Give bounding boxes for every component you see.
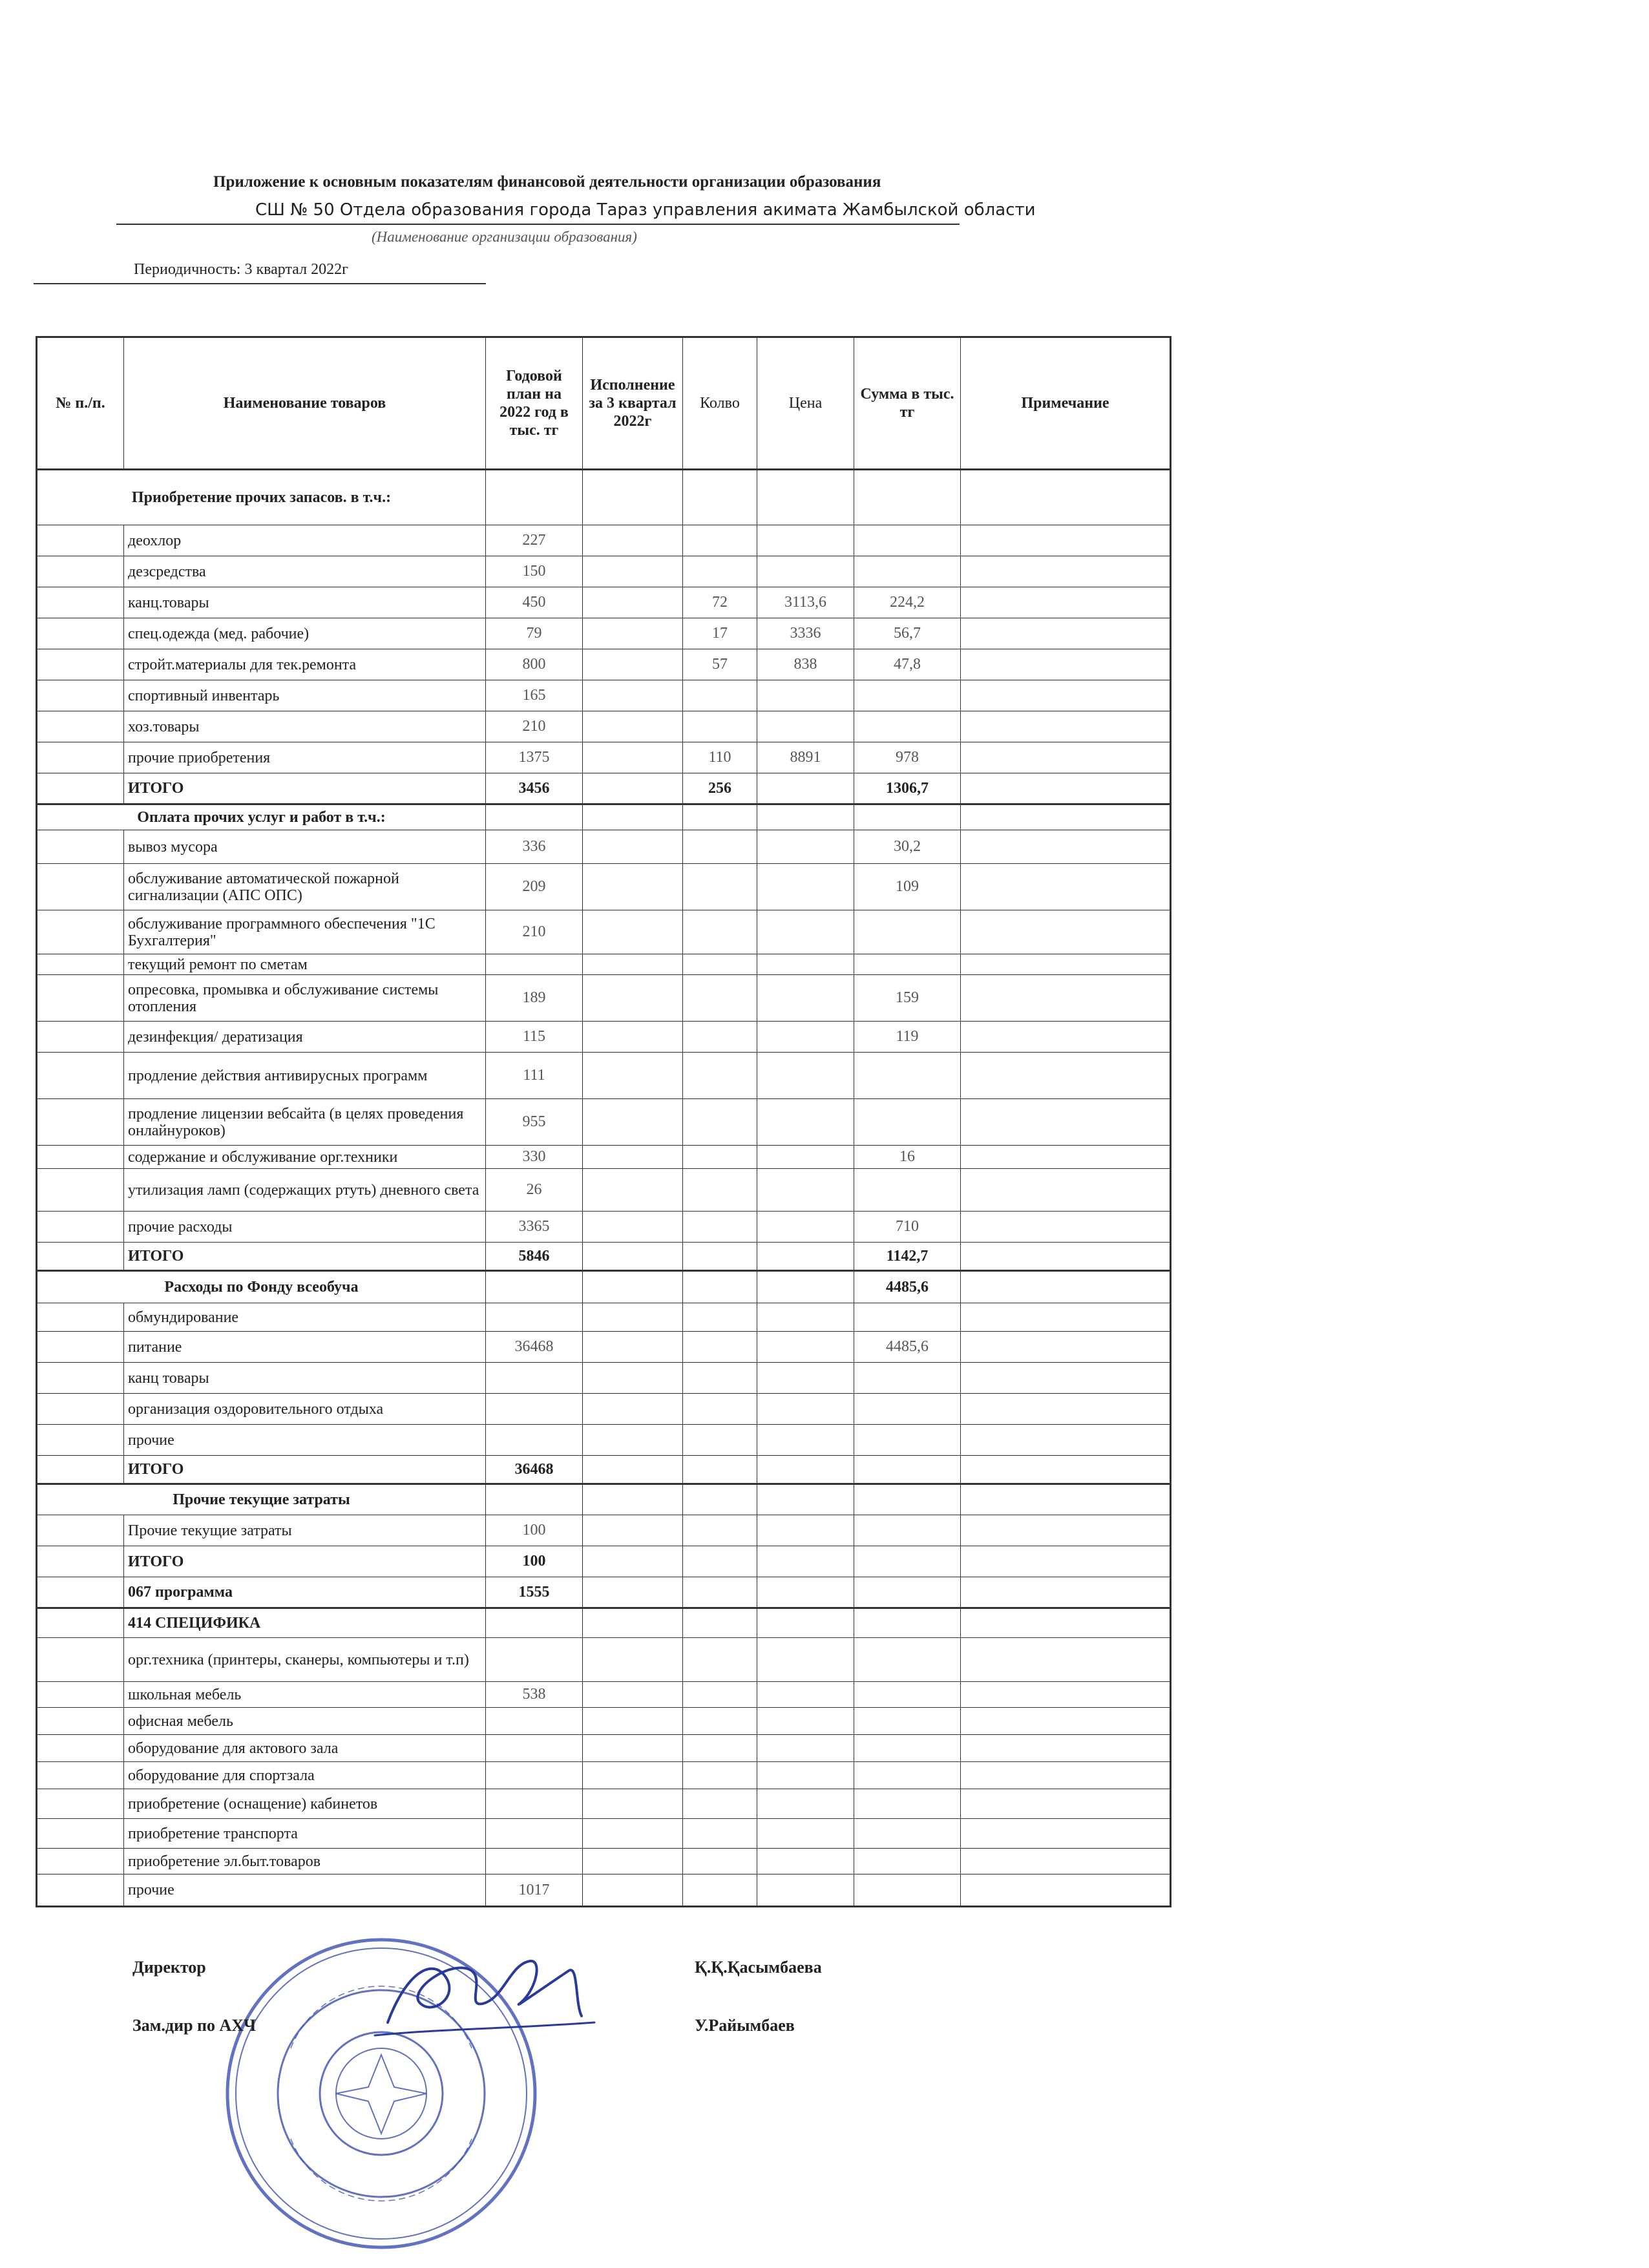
section-title-row xyxy=(37,470,1171,525)
section-title: Прочие текущие затраты xyxy=(37,1484,486,1515)
section-title: Оплата прочих услуг и работ в т.ч.: xyxy=(37,804,486,830)
director-name: Қ.Қ.Қасымбаева xyxy=(695,1958,822,1977)
col-qty-header: Колво xyxy=(683,337,757,470)
organization-name: СШ № 50 Отдела образования города Тараз управления акимата Жамбылской области xyxy=(255,200,1036,220)
table-row: обмундирование xyxy=(37,1303,1171,1332)
table-row: приобретение (оснащение) кабинетов xyxy=(37,1789,1171,1819)
table-row: канц.товары 450 72 3113,6 224,2 xyxy=(37,587,1171,618)
director-title: Директор xyxy=(132,1958,206,1977)
financial-table xyxy=(36,336,1171,1907)
col-note-header: Примечание xyxy=(961,337,1171,470)
organization-caption: (Наименование организации образования) xyxy=(372,229,637,245)
col-plan-header: Годовой план на 2022 год в тыс. тг xyxy=(486,337,583,470)
col-sum-header: Сумма в тыс. тг xyxy=(854,337,961,470)
table-row: утилизация ламп (содержащих ртуть) дневного света 26 xyxy=(37,1169,1171,1212)
table-row: текущий ремонт по сметам xyxy=(37,954,1171,975)
table-row: спец.одежда (мед. рабочие) 79 17 3336 56,7 xyxy=(37,618,1171,649)
table-row: продление действия антивирусных программ 111 xyxy=(37,1053,1171,1099)
table-row: деохлор 227 xyxy=(37,525,1171,556)
table-row: прочие приобретения 1375 110 8891 978 xyxy=(37,742,1171,773)
col-exec-header: Исполнение за 3 квартал 2022г xyxy=(583,337,683,470)
row-name: деохлор xyxy=(124,525,486,556)
section-title: Расходы по Фонду всеобуча xyxy=(37,1271,486,1303)
total-row: ИТОГО 36468 xyxy=(37,1456,1171,1484)
section-title-row xyxy=(37,1484,1171,1515)
table-row: канц товары xyxy=(37,1363,1171,1394)
table-row: хоз.товары 210 xyxy=(37,711,1171,742)
table-row: Прочие текущие затраты 100 xyxy=(37,1515,1171,1546)
table-row: спортивный инвентарь 165 xyxy=(37,680,1171,711)
total-row: ИТОГО 5846 1142,7 xyxy=(37,1243,1171,1271)
table-row: дезинфекция/ дератизация 115 119 xyxy=(37,1022,1171,1053)
row-name: дезсредства xyxy=(124,556,486,587)
table-row: оборудование для спортзала xyxy=(37,1762,1171,1789)
deputy-name: У.Райымбаев xyxy=(695,2016,795,2035)
col-price-header: Цена xyxy=(757,337,854,470)
row-name: хоз.товары xyxy=(124,711,486,742)
document-title: Приложение к основным показателям финансовой деятельности организации образования xyxy=(213,173,881,191)
table-row: дезсредства 150 xyxy=(37,556,1171,587)
row-name: спортивный инвентарь xyxy=(124,680,486,711)
row-name: канц.товары xyxy=(124,587,486,618)
table-row: школьная мебель 538 xyxy=(37,1682,1171,1708)
table-row: питание 36468 4485,6 xyxy=(37,1332,1171,1363)
section-title-row: 414 СПЕЦИФИКА xyxy=(37,1608,1171,1638)
table-row: продление лицензии вебсайта (в целях проведения онлайнуроков) 955 xyxy=(37,1099,1171,1146)
deputy-title: Зам.дир по АХЧ xyxy=(132,2016,257,2035)
col-name-header: Наименование товаров xyxy=(124,337,486,470)
section-title-row xyxy=(37,804,1171,830)
table-row: обслуживание программного обеспечения "1С Бухгалтерия" 210 xyxy=(37,910,1171,954)
table-row: орг.техника (принтеры, сканеры, компьютеры и т.п) xyxy=(37,1638,1171,1682)
periodicity-line xyxy=(34,258,486,284)
table-row: оборудование для актового зала xyxy=(37,1735,1171,1762)
table-row: стройт.материалы для тек.ремонта 800 57 838 47,8 xyxy=(37,649,1171,680)
row-name: прочие приобретения xyxy=(124,742,486,773)
table-row: содержание и обслуживание орг.техники 330 16 xyxy=(37,1146,1171,1169)
table-row: прочие расходы 3365 710 xyxy=(37,1212,1171,1243)
table-row: прочие xyxy=(37,1425,1171,1456)
row-name: спец.одежда (мед. рабочие) xyxy=(124,618,486,649)
program-row: 067 программа 1555 xyxy=(37,1577,1171,1608)
section-title: Приобретение прочих запасов. в т.ч.: xyxy=(37,470,486,525)
table-row: приобретение эл.быт.товаров xyxy=(37,1849,1171,1874)
periodicity: Периодичность: 3 квартал 2022г xyxy=(134,261,348,278)
table-header-row xyxy=(37,337,1171,470)
table-row: прочие 1017 xyxy=(37,1874,1171,1907)
total-row: ИТОГО 100 xyxy=(37,1546,1171,1577)
table-row: офисная мебель xyxy=(37,1708,1171,1735)
table-row: приобретение транспорта xyxy=(37,1819,1171,1849)
table-row: организация оздоровительного отдыха xyxy=(37,1394,1171,1425)
table-row: обслуживание автоматической пожарной сигнализации (АПС ОПС) 209 109 xyxy=(37,864,1171,910)
table-row: опресовка, промывка и обслуживание системы отопления 189 159 xyxy=(37,975,1171,1022)
table-row: вывоз мусора 336 30,2 xyxy=(37,830,1171,864)
row-name: стройт.материалы для тек.ремонта xyxy=(124,649,486,680)
signature-icon xyxy=(362,1932,607,2055)
section-title-row: Расходы по Фонду всеобуча 4485,6 xyxy=(37,1271,1171,1303)
total-row: ИТОГО 3456 256 1306,7 xyxy=(37,773,1171,804)
col-num-header: № п./п. xyxy=(37,337,124,470)
